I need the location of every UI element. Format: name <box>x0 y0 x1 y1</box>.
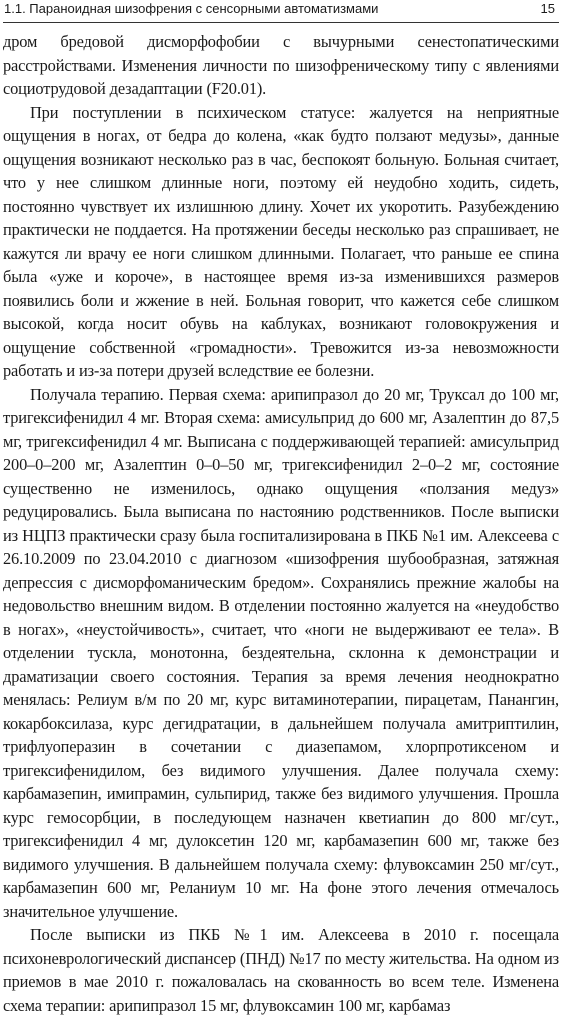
page-number: 15 <box>540 1 555 16</box>
running-title: 1.1. Параноидная шизофрения с сенсорными автоматизмами <box>4 1 379 16</box>
paragraph-continued: дром бредовой дисморфофобии с вычурными сенестопатическими расстройствами. Изменения личности по шизофреническому типу с явлениями социотрудовой дезадаптации (F20.01). <box>3 32 559 98</box>
page-body <box>3 30 559 1017</box>
paragraph-mental-status: При поступлении в психическом статусе: жалуется на неприятные ощущения в ногах, от бедра до колена, «как будто ползают медузы», данные ощущения возникают несколько раз в час, беспокоят больную. Больная считает, что у нее слишком длинные ноги, поэтому ей неудобно ходить, сидеть, постоянно чувствует их излишнюю длину. Хочет их укоротить. Разубеждению практически не поддается. На протяжении беседы несколько раз спрашивает, не кажутся ли врачу ее ноги слишком длинными. Полагает, что раньше ее спина была «уже и короче», в настоящее время из-за изменившихся размеров появились боли и жжение в ней. Больная говорит, что кажется себе слишком высокой, когда носит обувь на каблуках, возникают головокружения и ощущение собственной «громадности». Тревожится из-за невозможности работать и из-за потери друзей вследствие ее болезни. <box>3 102 559 380</box>
running-header <box>3 0 559 23</box>
paragraph-therapy: Получала терапию. Первая схема: арипипразол до 20 мг, Труксал до 100 мг, тригексифенидил 4 мг. Вторая схема: амисульприд до 600 мг, Азалептин до 87,5 мг, тригексифенидил 4 мг. Выписана с поддерживающей терапией: амисульприд 200–0–200 мг, Азалептин 0–0–50 мг, тригексифенидил 2–0–2 мг, состояние существенно не изменилось, однако ощущения «ползания медуз» редуцировались. Была выписана по настоянию родственников. После выписки из НЦПЗ практически сразу была госпитализирована в ПКБ №1 им. Алексеева с 26.10.2009 по 23.04.2010 с диагнозом «шизофрения шубообразная, затяжная депрессия с дисморфоманическим бредом». Сохранялись прежние жалобы на недовольство внешним видом. В отделении постоянно жалуется на «неудобство в ногах», «неустойчивость», считает, что «ноги не выдерживают ее тела». В отделении тускла, монотонна, бездеятельна, склонна к демонстрации и драматизации своего состояния. Терапия за время лечения неоднократно менялась: Релиум в/м по 20 мг, курс витаминотерапии, пирацетам, Панангин, кокарбоксилаза, курс дегидратации, в дальнейшем получала амитриптилин, трифлуоперазин в сочетании с диазепамом, хлорпротиксеном и тригексифенидилом, без видимого улучшения. Далее получала схему: карбамазепин, имипрамин, сульпирид, также без видимого улучшения. Прошла курс гемосорбции, в последующем назначен кветиапин до 800 мг/сут., тригексифенидил 4 мг, дулоксетин 120 мг, карбамазепин 600 мг, также без видимого улучшения. В дальнейшем получала схему: флувоксамин 250 мг/сут., карбамазепин 600 мг, Реланиум 10 мг. На фоне этого лечения отмечалось значительное улучшение. <box>3 384 559 921</box>
paragraph-after-discharge: После выписки из ПКБ №1 им. Алексеева в 2010 г. посещала психоневрологический диспансер (ПНД) №17 по месту жительства. На одном из приемов в мае 2010 г. пожаловалась на скованность во всем теле. Изменена схема терапии: арипипразол 15 мг, флувоксамин 100 мг, карбамаз <box>3 925 559 1015</box>
